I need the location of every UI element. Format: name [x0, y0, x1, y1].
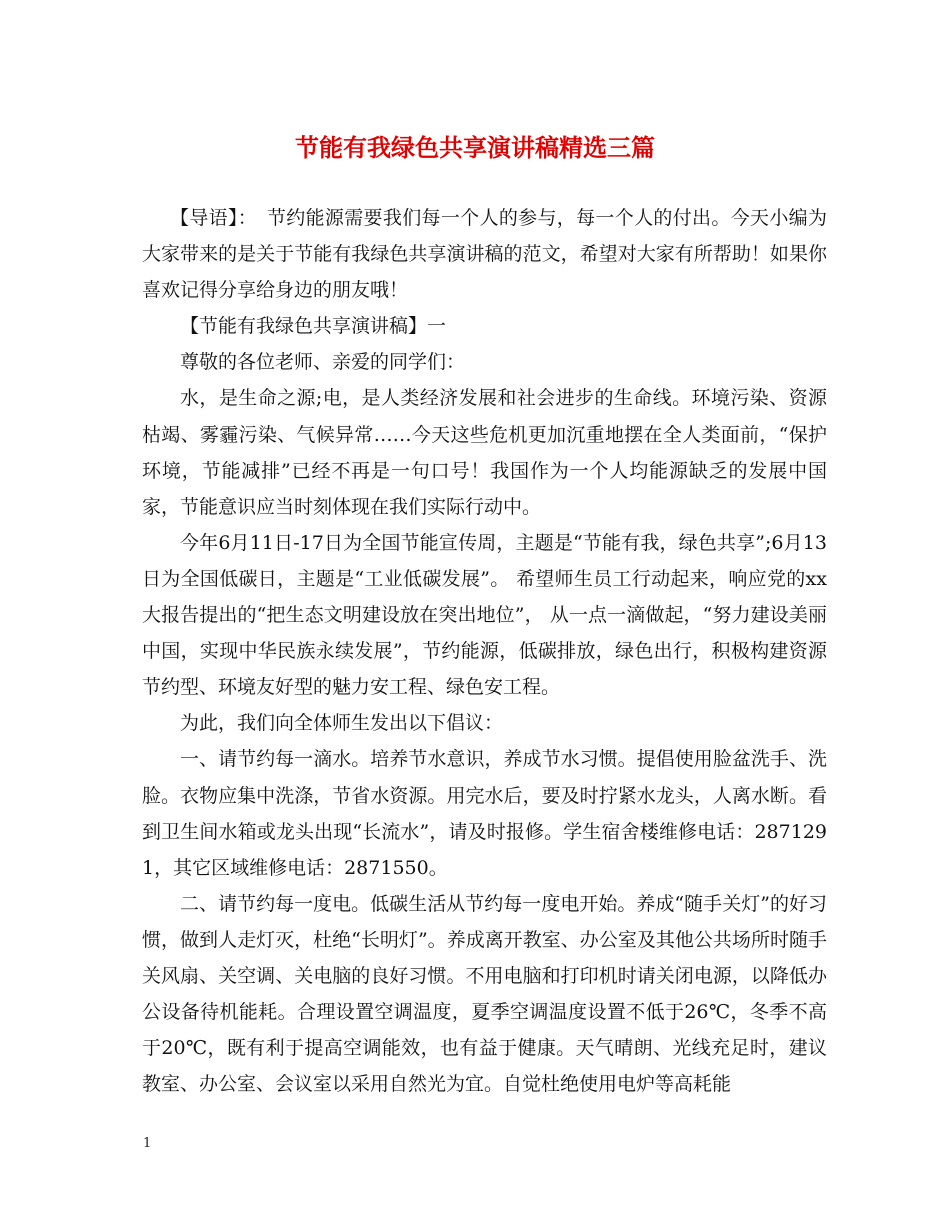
page-number: 1: [143, 1136, 152, 1151]
body-paragraph: 二、请节约每一度电。低碳生活从节约每一度电开始。养成“随手关灯”的好习惯，做到人走灯灭，杜绝“长明灯”。养成离开教室、办公室及其他公共场所时随手关风扇、关空调、关电脑的良好习惯。不用电脑和打印机时请关闭电源，以降低办公设备待机能耗。合理设置空调温度，夏季空调温度设置不低于26℃，冬季不高于20℃，既有利于提高空调能效，也有益于健康。天气晴朗、光线充足时，建议教室、办公室、会议室以采用自然光为宜。自觉杜绝使用电炉等高耗能: [142, 892, 827, 1096]
body-paragraph: 今年6月11日-17日为全国节能宣传周，主题是“节能有我，绿色共享”;6月13日为全国低碳日，主题是“工业低碳发展”。 希望师生员工行动起来，响应党的xx大报告提出的“把生态文明建设放在突出地位”， 从一点一滴做起，“努力建设美丽中国，实现中华民族永续发展”，节约能源，低碳排放，绿色出行，积极构建资源节约型、环境友好型的魅力安工程、绿色安工程。: [142, 531, 827, 699]
body-paragraph: 水，是生命之源;电，是人类经济发展和社会进步的生命线。环境污染、资源枯竭、雾霾污染、气候异常……今天这些危机更加沉重地摆在全人类面前，“保护环境，节能减排”已经不再是一句口号！我国作为一个人均能源缺乏的发展中国家，节能意识应当时刻体现在我们实际行动中。: [142, 387, 827, 518]
salutation: 尊敬的各位老师、亲爱的同学们：: [180, 351, 466, 374]
document-body: [142, 200, 827, 1102]
section-heading: 【节能有我绿色共享演讲稿】一: [180, 315, 447, 338]
document-title: 节能有我绿色共享演讲稿精选三篇: [295, 133, 655, 162]
body-paragraph: 为此，我们向全体师生发出以下倡议：: [180, 712, 504, 735]
body-paragraph: 一、请节约每一滴水。培养节水意识，养成节水习惯。提倡使用脸盆洗手、洗脸。衣物应集中洗涤，节省水资源。用完水后，要及时拧紧水龙头，人离水断。看到卫生间水箱或龙头出现“长流水”，请及时报修。学生宿舍楼维修电话：2871291，其它区域维修电话：2871550。: [142, 748, 827, 879]
intro-paragraph: 【导语】： 节约能源需要我们每一个人的参与，每一个人的付出。今天小编为大家带来的是关于节能有我绿色共享演讲稿的范文，希望对大家有所帮助！如果你喜欢记得分享给身边的朋友哦！: [142, 207, 827, 302]
